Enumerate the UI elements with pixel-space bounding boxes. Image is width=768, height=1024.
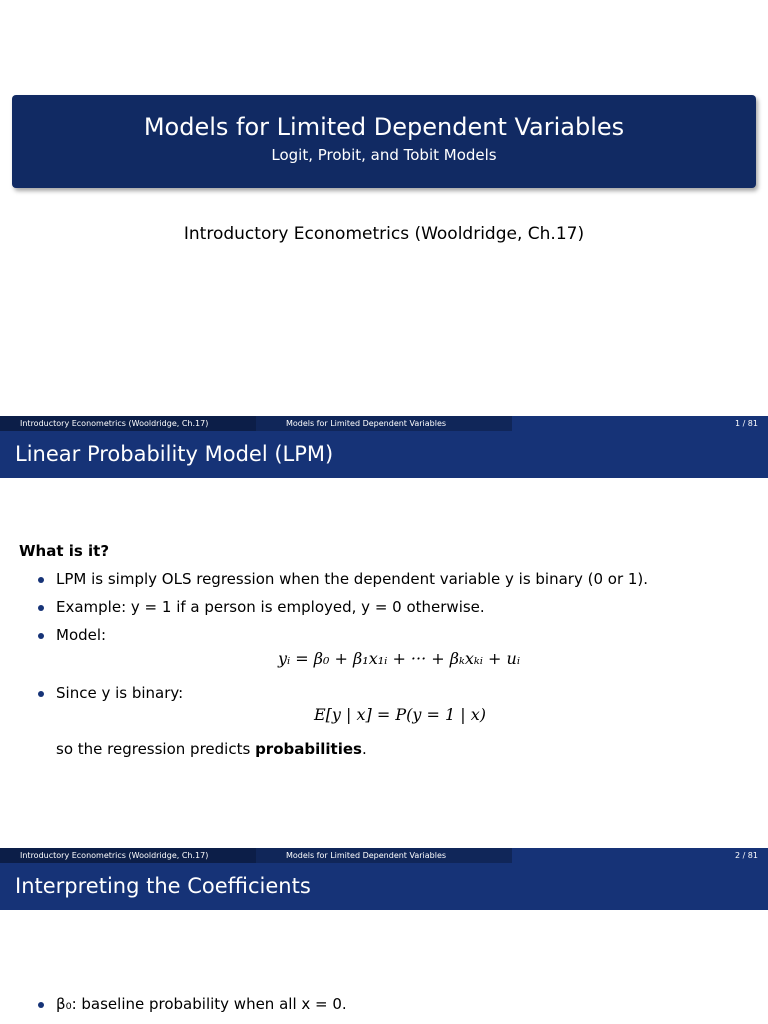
bullet-text: Model: <box>56 626 107 644</box>
footer-center: Models for Limited Dependent Variables <box>256 416 512 431</box>
footer-page-number: 2 / 81 <box>512 848 768 863</box>
bullet-icon <box>38 605 44 611</box>
title-box <box>12 95 756 188</box>
presentation-title: Models for Limited Dependent Variables <box>143 113 625 141</box>
bullet-text: β₀: baseline probability when all x = 0. <box>56 995 347 1013</box>
conclusion-suffix: . <box>361 740 367 758</box>
bullet-icon <box>38 691 44 697</box>
footer-center: Models for Limited Dependent Variables <box>256 848 512 863</box>
bullet-text: Example: y = 1 if a person is employed, y = 0 otherwise. <box>56 598 485 616</box>
bullet-icon <box>38 1002 44 1008</box>
bullet-icon <box>38 633 44 639</box>
bullet-text: LPM is simply OLS regression when the dependent variable y is binary (0 or 1). <box>56 570 649 588</box>
conclusion-emphasis: probabilities <box>255 740 362 758</box>
slide-footer <box>0 416 768 431</box>
footer-left: Introductory Econometrics (Wooldridge, Ch.17) <box>0 848 256 863</box>
conclusion-prefix: so the regression predicts <box>56 740 251 758</box>
conclusion-text <box>56 739 367 759</box>
expectation-equation: E[y | x] = P(y = 1 | x) <box>314 705 486 724</box>
slide-title-bar: Linear Probability Model (LPM) <box>0 431 768 478</box>
footer-page-number: 1 / 81 <box>512 416 768 431</box>
bullet-text: Since y is binary: <box>56 684 184 702</box>
footer-left: Introductory Econometrics (Wooldridge, Ch.17) <box>0 416 256 431</box>
model-equation: yᵢ = β₀ + β₁x₁ᵢ + ··· + βₖxₖᵢ + uᵢ <box>277 649 521 668</box>
bullet-icon <box>38 577 44 583</box>
slide-title-bar: Interpreting the Coefficients <box>0 863 768 910</box>
presentation-subtitle: Logit, Probit, and Tobit Models <box>271 146 497 164</box>
presentation-author: Introductory Econometrics (Wooldridge, Ch.17) <box>183 224 585 244</box>
slide-footer <box>0 848 768 863</box>
section-heading: What is it? <box>19 542 110 560</box>
